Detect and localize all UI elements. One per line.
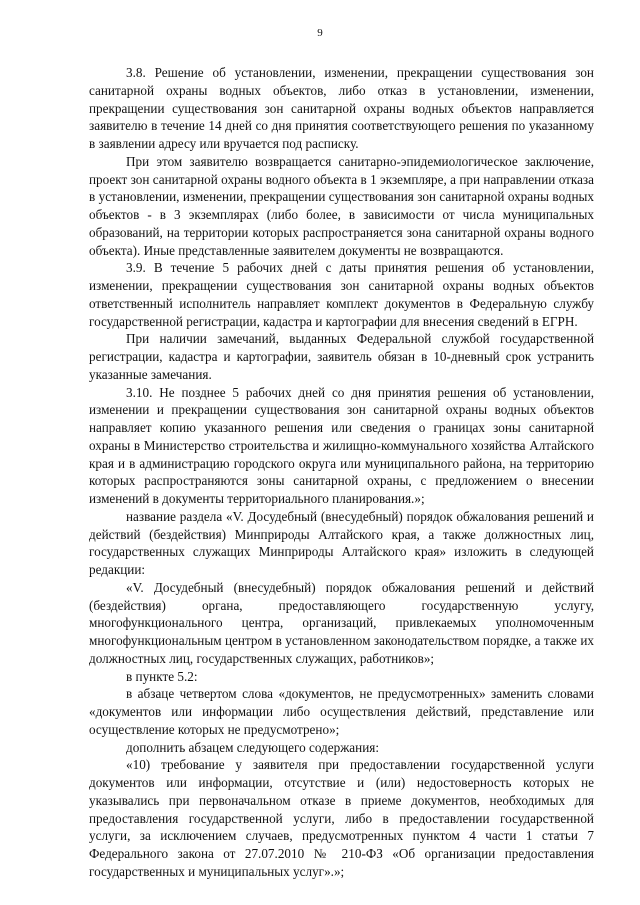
paragraph-remarks: При наличии замечаний, выданных Федеральной службой государственной регистрации, кадастра и картографии, заявитель обязан в 10-дневный срок устранить указанные замечания. <box>89 331 594 382</box>
paragraph-item-10: «10) требование у заявителя при предоставлении государственной услуги документов или информации, отсутствие и (или) недостоверность которых не указывались при первоначальном отказе в приеме документов, необходимых для предоставления государственной услуги, либо в предоставлении государственной услуги, за исключением случаев, предусмотренных пунктом 4 части 1 статьи 7 Федерального закона от 27.07.2010 № 210-ФЗ «Об организации предоставления государственных и муниципальных услуг».»; <box>89 757 594 879</box>
paragraph-point-5-2: в пункте 5.2: <box>126 668 198 684</box>
paragraph-fourth-abzac: в абзаце четвертом слова «документов, не предусмотренных» заменить словами «документов или информации либо осуществления действий, представление или осуществление которых не предусмотрено»; <box>89 686 594 737</box>
paragraph-3-9: 3.9. В течение 5 рабочих дней с даты принятия решения об установлении, изменении, прекращении существования зон санитарной охраны водных объектов ответственный исполнитель направляет комплект документов в Федеральную службу государственной регистрации, кадастра и картографии для внесения сведений в ЕГРН. <box>89 260 594 329</box>
page-number: 9 <box>317 27 323 39</box>
paragraph-returned-documents: При этом заявителю возвращается санитарно-эпидемиологическое заключение, проект зон санитарной охраны водного объекта в 1 экземпляре, а при направлении отказа в установлении, изменении, прекращении существования зон санитарной охраны водных объектов - в 3 экземплярах (либо более, в зависимости от числа муниципальных образований, на территории которых распространяется зона санитарной охраны водного объекта). Иные представленные заявителем документы не возвращаются. <box>89 153 594 258</box>
paragraph-3-8: 3.8. Решение об установлении, изменении, прекращении существования зон санитарной охраны водных объектов, либо отказ в установлении, изменении, прекращении существования зон санитарной охраны водных объектов направляется заявителю в течение 14 дней со дня принятия соответствующего решения по указанному в заявлении адресу или вручается под расписку. <box>89 65 594 151</box>
paragraph-section-v-new-title: «V. Досудебный (внесудебный) порядок обжалования решений и действий (бездействия) органа, предоставляющего государственную услугу, многофункционального центра, организаций, привлекаемых уполномоченным многофункциональным центром в установленном законодательством порядке, а также их должностных лиц, государственных служащих, работников»; <box>89 579 594 666</box>
paragraph-add-abzac: дополнить абзацем следующего содержания: <box>126 739 380 755</box>
document-body <box>89 64 594 881</box>
paragraph-3-10: 3.10. Не позднее 5 рабочих дней со дня принятия решения об установлении, изменении и прекращении существования зон санитарной охраны водных объектов направляет копию указанного решения или сведения о границах зоны санитарной охраны в Министерство строительства и жилищно-коммунального хозяйства Алтайского края и в администрацию городского округа или муниципального района, на территорию которых распространяются зоны санитарной охраны, с предложением о внесении изменений в документы территориального планирования.»; <box>89 384 594 506</box>
paragraph-section-title-change: название раздела «V. Досудебный (внесудебный) порядок обжалования решений и действий (бездействия) Минприроды Алтайского края, а также должностных лиц, государственных служащих Минприроды Алтайского края» изложить в следующей редакции: <box>89 508 594 577</box>
